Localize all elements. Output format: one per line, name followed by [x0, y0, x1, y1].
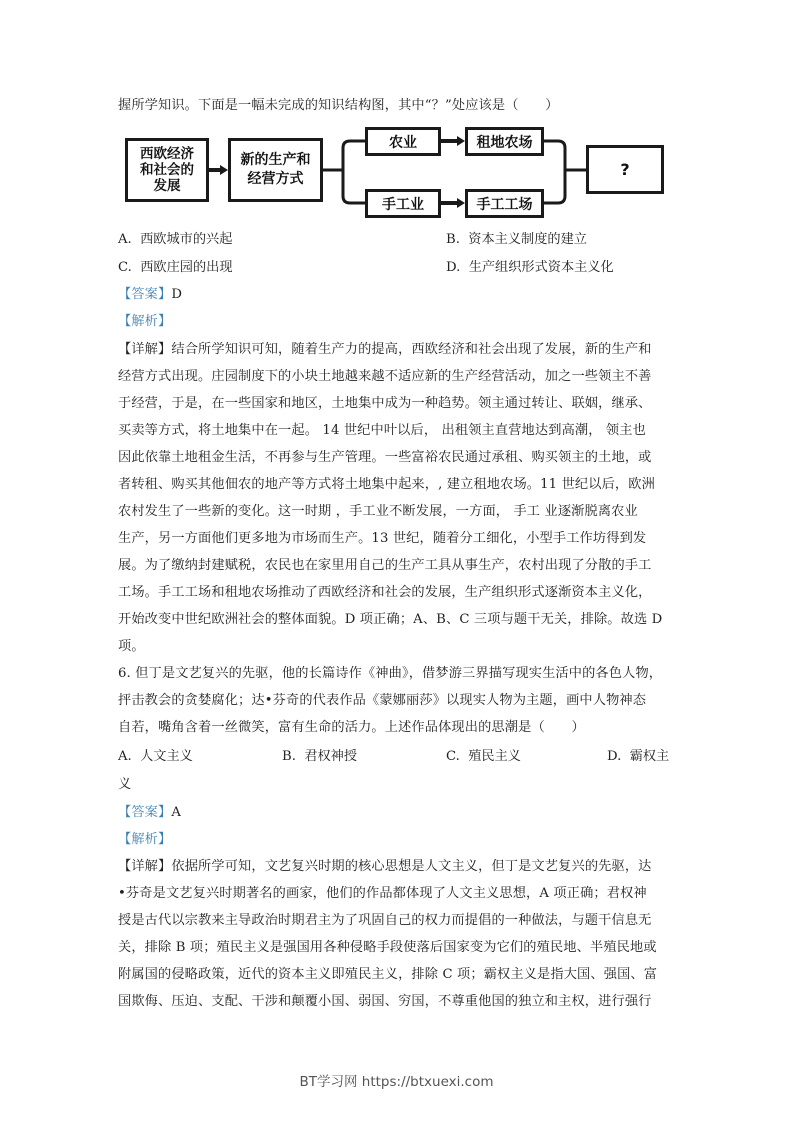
q6-explanation-line: 关，排除 B 项；殖民主义是强国用各种侵略手段使落后国家变为它们的殖民地、半殖民地或 [118, 940, 657, 955]
explanation-line: 买卖等方式，将土地集中在一起。 14 世纪中叶以后， 出租领主直营地达到高潮， 领主也 [118, 423, 646, 438]
detail-tag: 【详解】 [118, 342, 172, 357]
detail-tag: 【详解】 [118, 859, 172, 874]
question6-stem-line: 抨击教会的贪婪腐化；达•芬奇的代表作品《蒙娜丽莎》以现实人物为主题，画中人物神态 [118, 693, 647, 708]
option-text: 西欧庄园的出现 [140, 260, 233, 275]
explanation-line: 农村发生了一些新的变化。这一时期 ，手工业不断发展，一方面， 手工 业逐渐脱离农业 [118, 504, 638, 519]
option-text: 资本主义制度的建立 [468, 232, 587, 247]
q6-explanation-line [118, 858, 678, 876]
box-agriculture: 农业 [365, 127, 441, 156]
q6-option-d[interactable] [607, 748, 669, 766]
box-handicraft: 手工业 [365, 189, 441, 218]
q6-explanation-line: •芬奇是文艺复兴时期著名的画家，他们的作品都体现了人文主义思想，A 项正确；君权神 [118, 886, 647, 901]
box-new-production-mode [228, 138, 323, 202]
q6-answer-line [118, 804, 678, 822]
footer-watermark: BT学习网 https://btxuexi.com [299, 1074, 494, 1090]
analysis-tag: 【解析】 [118, 314, 172, 329]
box-western-europe-development [125, 138, 209, 202]
option-text: 君权神授 [304, 749, 358, 764]
box-tenant-farm: 租地农场 [465, 127, 544, 156]
option-letter: A. [118, 749, 132, 764]
explanation-line: 工场。手工工场和租地农场推动了西欧经济和社会的发展，生产组织形式逐渐资本主义化， [118, 585, 652, 600]
option-text: 人文主义 [140, 749, 193, 764]
explanation-line: 因此依靠土地租金生活，不再参与生产管理。一些富裕农民通过承租、购买领主的土地，或 [118, 450, 652, 465]
option-letter: D. [446, 260, 461, 275]
option-text: 霸权主 [629, 749, 670, 764]
option-letter: D. [607, 749, 622, 764]
explanation-line: 开始改变中世纪欧洲社会的整体面貌。D 项正确；A、B、C 三项与题干无关，排除。故选 D [118, 612, 663, 627]
explanation-line: 于经营，于是，在一些国家和地区，土地集中成为一种趋势。领主通过转让、联姻，继承、 [118, 396, 652, 411]
explanation-line: 项。 [118, 639, 145, 654]
question6-stem-line: 自若，嘴角含着一丝微笑，富有生命的活力。上述作品体现出的思潮是（ ） [118, 720, 585, 735]
explanation-line: 生产，另一方面他们更多地为市场而生产。13 世纪，随着分工细化，小型手工作坊得到发 [118, 531, 647, 546]
option-letter: C. [118, 260, 132, 275]
analysis-tag: 【解析】 [118, 832, 172, 847]
q6-option-c[interactable] [446, 748, 521, 766]
explanation-text: 结合所学知识可知，随着生产力的提高，西欧经济和社会出现了发展，新的生产和 [171, 342, 652, 357]
box2-line1: 新的生产和 [240, 152, 311, 168]
option-d[interactable] [446, 259, 614, 277]
option-letter: C. [446, 749, 460, 764]
option-letter: A. [118, 232, 132, 247]
analysis-heading [118, 313, 678, 331]
explanation-line: 经营方式出现。庄园制度下的小块土地越来越不适应新的生产经营活动，加之一些领主不善 [118, 369, 652, 384]
question-stem: 握所学知识。下面是一幅未完成的知识结构图，其中“？”处应该是（ ） [118, 98, 559, 113]
box2-line2: 经营方式 [247, 171, 304, 187]
option-text: 西欧城市的兴起 [140, 232, 233, 247]
box1-line3: 发展 [153, 178, 181, 194]
option-text: 生产组织形式资本主义化 [468, 260, 614, 275]
q6-analysis-heading [118, 831, 678, 849]
option-letter: B. [282, 749, 296, 764]
explanation-line: 者转租、购买其他佃农的地产等方式将土地集中起来，, 建立租地农场。11 世纪以后，欧洲 [118, 477, 655, 492]
q6-explanation-line: 附属国的侵略政策，近代的资本主义即殖民主义，排除 C 项；霸权主义是指大国、强国、富 [118, 967, 658, 982]
q6-option-b[interactable] [282, 748, 357, 766]
knowledge-structure-diagram [0, 0, 793, 230]
question6-stem-line: 6. 但丁是文艺复兴的先驱，他的长篇诗作《神曲》，借梦游三界描写现实生活中的各色人物， [118, 666, 663, 681]
option-c[interactable] [118, 259, 233, 277]
box1-line1: 西欧经济 [140, 146, 194, 162]
box-workshop: 手工工场 [465, 189, 544, 218]
explanation-line [118, 341, 678, 359]
q6-explanation-line: 授是古代以宗教来主导政治时期君主为了巩固自己的权力而提倡的一种做法，与题干信息无 [118, 913, 652, 928]
box1-line2: 和社会的 [140, 162, 194, 178]
option-b[interactable] [446, 231, 587, 249]
option-a[interactable] [118, 231, 232, 249]
explanation-line: 展。为了缴纳封建赋税，农民也在家里用自己的生产工具从事生产，农村出现了分散的手工 [118, 558, 652, 573]
answer-tag: 【答案】 [118, 805, 172, 820]
q6-option-a[interactable] [118, 748, 193, 766]
q6-option-d-wrap: 义 [118, 777, 132, 792]
option-letter: B. [446, 232, 460, 247]
answer-value: D [171, 287, 183, 302]
q6-explanation-line: 国欺侮、压迫、支配、干涉和颠覆小国、弱国、穷国，不尊重他国的独立和主权，进行强行 [118, 994, 652, 1009]
explanation-text: 依据所学可知，文艺复兴时期的核心思想是人文主义，但丁是文艺复兴的先驱，达 [171, 859, 652, 874]
answer-value: A [171, 805, 182, 820]
box-unknown: ? [586, 145, 664, 194]
option-text: 殖民主义 [468, 749, 521, 764]
answer-tag: 【答案】 [118, 287, 172, 302]
answer-line [118, 286, 678, 304]
